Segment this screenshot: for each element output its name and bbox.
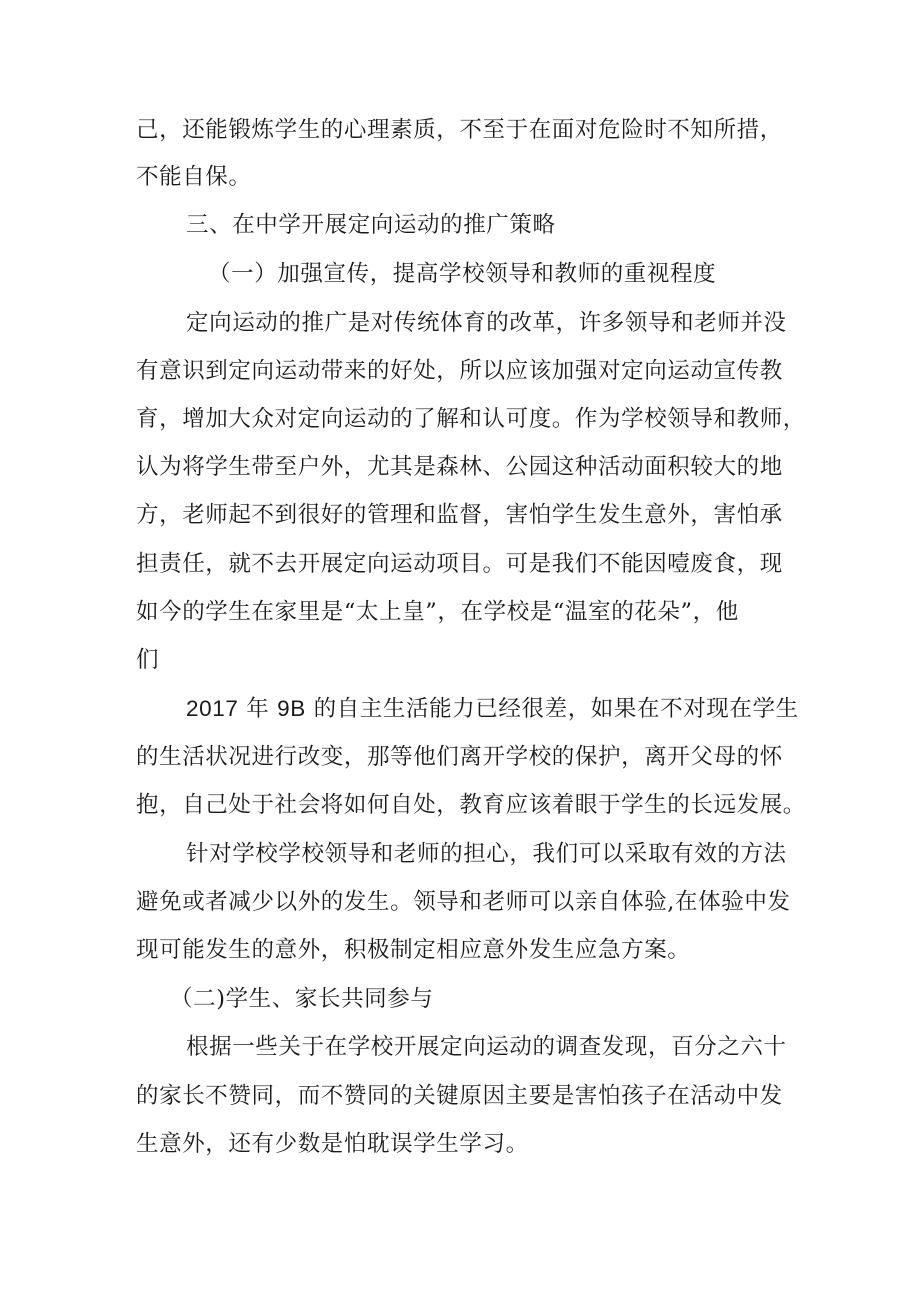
paragraph-line: 们 bbox=[136, 647, 160, 673]
paragraph-line: 方，老师起不到很好的管理和监督，害怕学生发生意外，害怕承 bbox=[136, 502, 783, 528]
paragraph-line: 抱，自己处于社会将如何自处，教育应该着眼于学生的长远发展。 bbox=[136, 792, 806, 818]
paragraph-line: 避免或者减少以外的发生。领导和老师可以亲自体验,在体验中发 bbox=[136, 889, 791, 915]
paragraph-line: 如今的学生在家里是“太上皇”，在学校是“温室的花朵”，他 bbox=[136, 599, 739, 625]
paragraph-line: 定向运动的推广是对传统体育的改革，许多领导和老师并没 bbox=[186, 310, 787, 336]
date-year-unit: 年 bbox=[246, 696, 270, 722]
paragraph-text: 的自主生活能力已经很差，如果在不对现在学生 bbox=[313, 696, 799, 722]
subsection-heading: （二)学生、家长共同参与 bbox=[170, 986, 434, 1012]
paragraph-line: 育，增加大众对定向运动的了解和认可度。作为学校领导和教师， bbox=[136, 406, 806, 432]
paragraph-line: 现可能发生的意外，积极制定相应意外发生应急方案。 bbox=[136, 937, 691, 963]
section-heading: 三、在中学开展定向运动的推广策略 bbox=[186, 212, 556, 238]
paragraph-line: 的生活状况进行改变，那等他们离开学校的保护，离开父母的怀 bbox=[136, 744, 783, 770]
paragraph-line: 的家长不赞同，而不赞同的关键原因主要是害怕孩子在活动中发 bbox=[136, 1083, 783, 1109]
date-code: 9B bbox=[277, 696, 306, 721]
paragraph-line: 针对学校学校领导和老师的担心，我们可以采取有效的方法 bbox=[186, 841, 787, 867]
subsection-heading: （一）加强宣传，提高学校领导和教师的重视程度 bbox=[208, 261, 717, 287]
paragraph-line: 不能自保。 bbox=[136, 164, 252, 190]
paragraph-line: 有意识到定向运动带来的好处，所以应该加强对定向运动宣传教 bbox=[136, 358, 783, 384]
paragraph-line: 担责任，就不去开展定向运动项目。可是我们不能因噎废食，现 bbox=[136, 551, 783, 577]
paragraph-line: 己，还能锻炼学生的心理素质，不至于在面对危险时不知所措， bbox=[136, 117, 783, 143]
date-year: 2017 bbox=[186, 696, 239, 721]
paragraph-line: 根据一些关于在学校开展定向运动的调查发现，百分之六十 bbox=[186, 1034, 787, 1060]
paragraph-line-with-date bbox=[186, 694, 799, 724]
paragraph-line: 生意外，还有少数是怕耽误学生学习。 bbox=[136, 1131, 529, 1157]
paragraph-line: 认为将学生带至户外，尤其是森林、公园这种活动面积较大的地 bbox=[136, 454, 783, 480]
